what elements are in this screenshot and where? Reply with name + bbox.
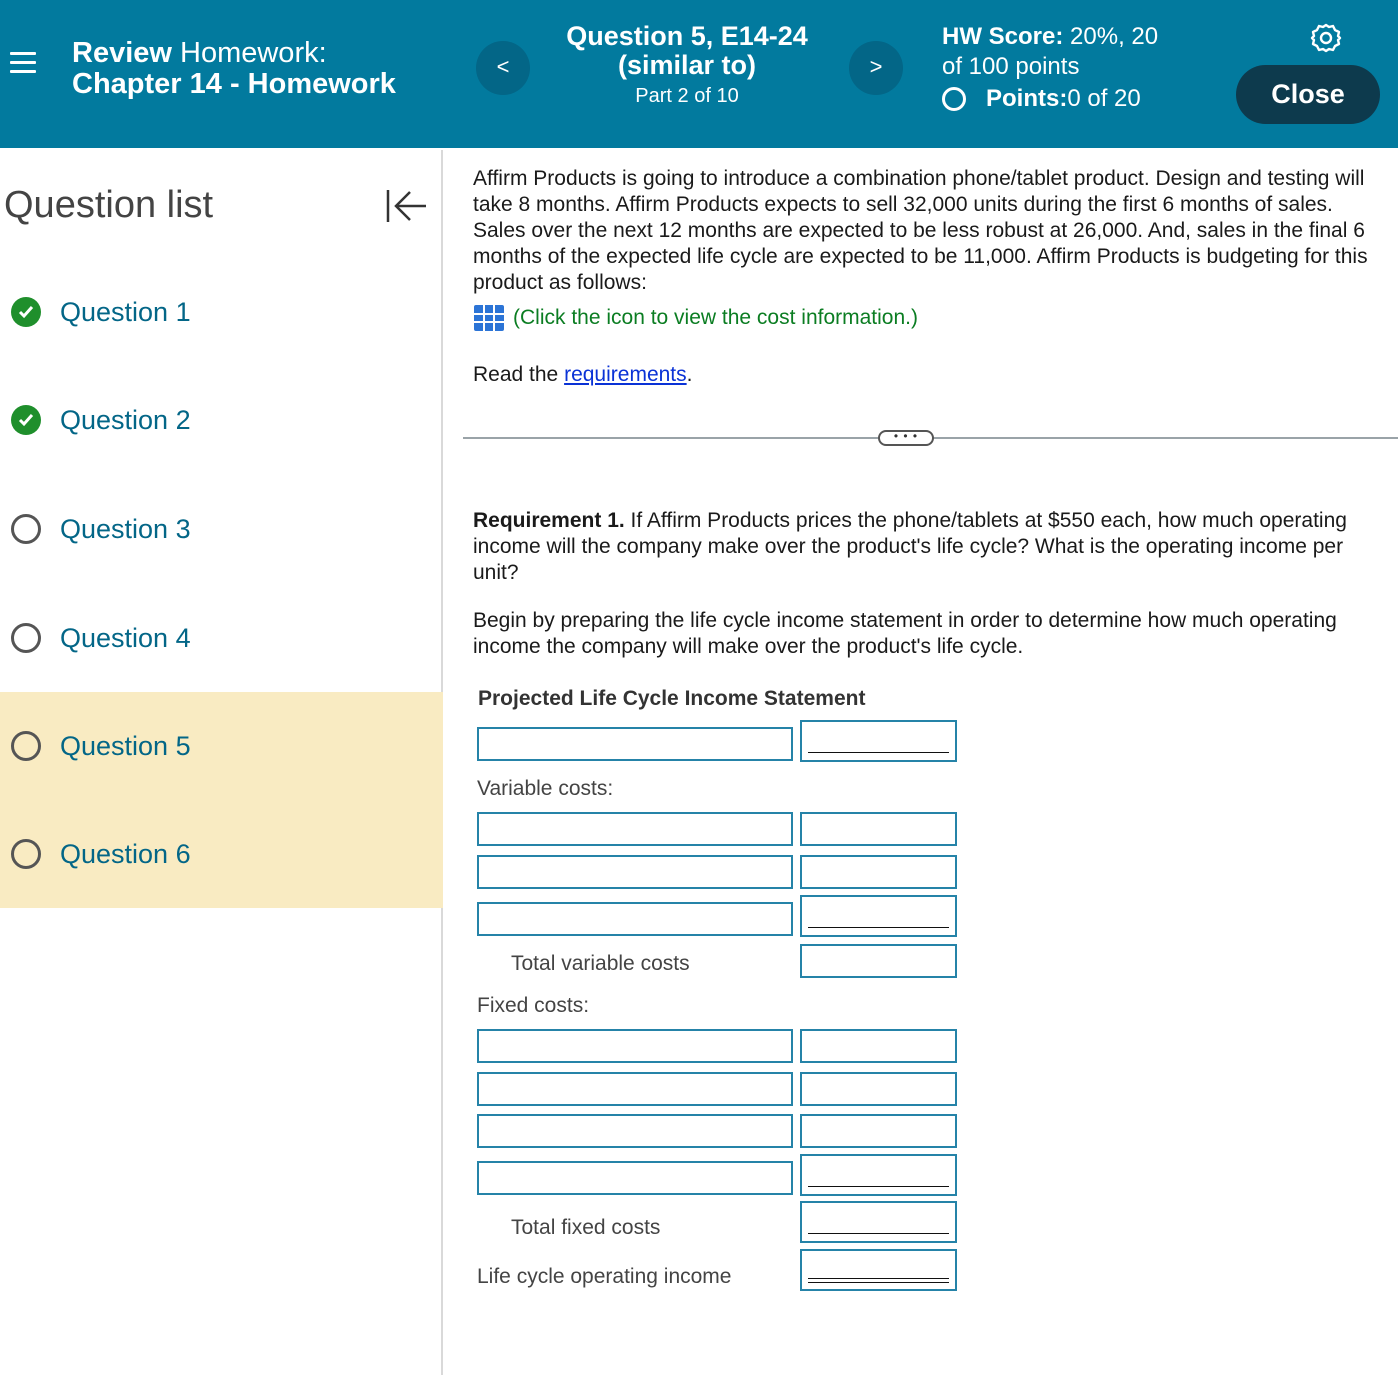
requirement-1 [473, 508, 1383, 586]
question-list-item-5[interactable] [0, 692, 443, 800]
fixed-cost-amount-input-3[interactable] [800, 1114, 957, 1148]
hw-score-label: HW Score: [942, 23, 1064, 50]
line-item-label-input[interactable] [477, 727, 793, 761]
operating-income-label: Life cycle operating income [477, 1265, 732, 1288]
close-button[interactable]: Close [1236, 65, 1380, 124]
question-list-title: Question list [4, 184, 214, 226]
gear-icon[interactable] [1310, 22, 1342, 54]
requirement-label: Requirement 1. [473, 509, 625, 532]
total-fixed-costs-input[interactable] [800, 1201, 957, 1243]
open-circle-icon [11, 623, 41, 653]
question-list-item-label: Question 3 [60, 513, 191, 544]
question-list-item-3[interactable] [0, 475, 443, 583]
total-variable-costs-label: Total variable costs [511, 952, 690, 975]
fixed-cost-amount-input-4[interactable] [800, 1154, 957, 1196]
question-part: Part 2 of 10 [635, 85, 739, 107]
statement-title: Projected Life Cycle Income Statement [478, 687, 866, 710]
top-bar [0, 0, 1398, 148]
variable-cost-label-input-3[interactable] [477, 902, 793, 936]
variable-cost-label-input-2[interactable] [477, 855, 793, 889]
fixed-costs-label: Fixed costs: [477, 994, 590, 1017]
question-list-item-label: Question 4 [60, 622, 191, 653]
fixed-cost-label-input-2[interactable] [477, 1072, 793, 1106]
operating-income-input[interactable] [800, 1249, 957, 1291]
question-list-item-6[interactable] [0, 800, 443, 908]
collapse-panel-icon[interactable] [384, 188, 428, 224]
variable-cost-label-input-1[interactable] [477, 812, 793, 846]
question-intro: Affirm Products is going to introduce a combination phone/tablet product. Design and testing will take 8 months. Affirm Products expects to sell 32,000 units during the first 6 months of sales. Sales over the next 12 months are expected to be less robust at 26,000. And, sales in the final 6 months of the expected life cycle are expected to be 11,000. Affirm Products is budgeting for this product as follows: [473, 167, 1368, 294]
variable-costs-label: Variable costs: [477, 777, 614, 800]
hamburger-menu-icon[interactable] [10, 52, 36, 78]
hw-score [942, 22, 1182, 82]
open-circle-icon [11, 839, 41, 869]
variable-cost-amount-input-3[interactable] [800, 895, 957, 937]
points-label: Points: [986, 85, 1068, 112]
homework-title-bold: Review [72, 37, 172, 69]
question-content [473, 166, 1383, 386]
variable-cost-amount-input-1[interactable] [800, 812, 957, 846]
requirement-text: If Affirm Products prices the phone/tablets at $550 each, how much operating income will the company make over the product's life cycle? What is the operating income per unit? [473, 509, 1347, 584]
instructions: Begin by preparing the life cycle income statement in order to determine how much operating income the company will make over the product's life cycle. [473, 609, 1337, 658]
question-list-item-label: Question 6 [60, 838, 191, 869]
read-prefix: Read the [473, 363, 565, 386]
question-list-item-4[interactable] [0, 584, 443, 692]
points [942, 84, 1141, 114]
question-list-item-1[interactable] [0, 258, 443, 366]
fixed-cost-label-input-3[interactable] [477, 1114, 793, 1148]
homework-chapter: Chapter 14 - Homework [72, 68, 396, 100]
next-question-button[interactable]: > [849, 41, 903, 95]
requirements-link[interactable]: requirements [564, 363, 687, 386]
hw-score-total: of 100 points [942, 53, 1080, 80]
fixed-cost-amount-input-1[interactable] [800, 1029, 957, 1063]
read-suffix: . [686, 363, 693, 386]
previous-question-button[interactable]: < [476, 41, 530, 95]
read-requirements [473, 363, 692, 387]
expand-ellipsis-button[interactable]: • • • [878, 430, 934, 446]
open-circle-icon [11, 731, 41, 761]
homework-title-rest: Homework: [171, 37, 327, 69]
fixed-cost-label-input-1[interactable] [477, 1029, 793, 1063]
total-fixed-costs-label: Total fixed costs [511, 1216, 661, 1239]
check-icon [11, 405, 41, 435]
cost-info-link-text[interactable]: (Click the icon to view the cost information.) [513, 306, 918, 329]
amount-input[interactable] [800, 720, 957, 762]
question-name: Question 5, E14-24 [566, 21, 808, 51]
points-value: 0 of 20 [1067, 85, 1141, 112]
question-list-item-label: Question 1 [60, 296, 191, 327]
fixed-cost-amount-input-2[interactable] [800, 1072, 957, 1106]
question-similar: (similar to) [617, 50, 757, 80]
total-variable-costs-input[interactable] [800, 944, 957, 978]
question-list-item-label: Question 2 [60, 404, 191, 435]
variable-cost-amount-input-2[interactable] [800, 855, 957, 889]
check-icon [11, 297, 41, 327]
points-status-icon [942, 87, 966, 111]
homework-title [72, 38, 396, 100]
table-icon[interactable] [473, 304, 505, 332]
hw-score-value: 20%, 20 [1063, 23, 1159, 50]
cost-info-link[interactable] [473, 304, 1383, 332]
question-list-item-label: Question 5 [60, 730, 191, 761]
fixed-cost-label-input-4[interactable] [477, 1161, 793, 1195]
question-title [540, 22, 834, 108]
question-list-item-2[interactable] [0, 366, 443, 474]
question-list-panel [0, 150, 443, 1375]
open-circle-icon [11, 514, 41, 544]
